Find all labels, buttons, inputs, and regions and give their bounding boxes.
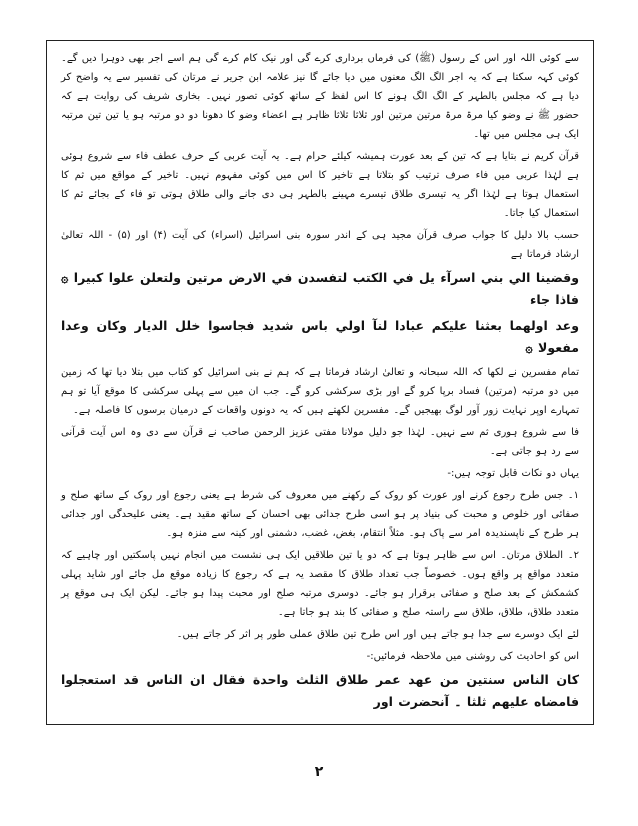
urdu-paragraph: حسب بالا دلیل کا جواب صرف قرآن مجید ہی کے اندر سورہ بنی اسرائیل (اسراء) کی آیت (۴) اور (۵) - اللہ تعالیٰ ارشاد فرماتا ہے — [61, 230, 579, 260]
page-frame — [46, 40, 594, 725]
urdu-paragraph: سے کوئی اللہ اور اس کے رسول (ﷺ) کی فرماں برداری کرے گی اور نیک کام کرے گی ہم اسے اجر بھی دوہرا دیں گے۔ کوئی کہہ سکتا ہے کہ یہ اجر الگ الگ معنوں میں دیا جائے گا نیز علامہ ابن جریر نے مرتان کی تفسیر سے یہ واضح کر دیا ہے کہ مجلس بالطہر کے الگ الگ ہونے کا اس لفظ کے ساتھ کوئی تصور نہیں۔ بخاری شریف کی روایت ہے کہ حضور ﷺ نے وضو کیا مرۃ مرۃ مرتین مرتین اور ثلاثا ثلاثا ظاہر ہے اعضاء وضو کا دھونا دو دو مرتبہ ہو یا تین تین مرتبہ ایک ہی مجلس میں تھا۔ — [61, 53, 579, 140]
arabic-verse: كان الناس سنتين من عهد عمر طلاق الثلث واحدة فقال ان الناس قد استعجلوا فامضاه عليهم ثلثا ۔ آنحضرت اور — [61, 672, 579, 709]
urdu-paragraph: فا سے شروع ہوری ثم سے نہیں۔ لہٰذا جو دلیل مولانا مفتی عزیز الرحمن صاحب نے قرآن سے دی وہ اس آیت قرآنی سے رد ہو جاتی ہے۔ — [61, 427, 579, 457]
page-number: ۲ — [314, 764, 324, 780]
page-content — [61, 49, 579, 713]
urdu-paragraph: یہاں دو نکات قابل توجہ ہیں:- — [447, 468, 579, 479]
urdu-paragraph: اس کو احادیث کی روشنی میں ملاحظہ فرمائیں:- — [366, 651, 579, 662]
urdu-paragraph: لئے ایک دوسرے سے جدا ہو جاتے ہیں اور اس طرح تین طلاق عملی طور پر اثر کر جاتے ہیں۔ — [176, 629, 579, 640]
urdu-paragraph: قرآن کریم نے بتایا ہے کہ تین کے بعد عورت ہمیشہ کیلئے حرام ہے۔ یہ آیت عربی کے حرف عطف فاء سے شروع ہوئی ہے لہٰذا عربی میں فاء صرف ترتیب کو بتلاتا ہے تاخیر کا اس میں کوئی مفہوم نہیں۔ تاخیر کے مواقع میں ثم کا استعمال ہوتا ہے لہٰذا اگر یہ تیسری طلاق تیسرے مہینے بالطہر ہی دی جانے والی طلاق ہوتی تو فاء کے بجائے ثم کا استعمال کیا جاتا۔ — [61, 151, 579, 219]
urdu-paragraph: ۲۔ الطلاق مرتان۔ اس سے ظاہر ہوتا ہے کہ دو یا تین طلاقیں ایک ہی نشست میں انجام نہیں پاسکتیں اور چاہیے کہ متعدد مواقع پر واقع ہوں۔ خصوصاً جب تعداد طلاق کا مقصد یہ ہے کہ رجوع کا زیادہ موقع مل جائے اور شاید پہلی کشمکش کے بعد صلح و صفائی برقرار ہو جائے۔ دوسری مرتبہ صلح اور محبت پیدا ہو جائے۔ لیکن ایک ہی موقع پر متعدد طلاق، طلاق، طلاق سے راستہ صلح و صفائی کا بند ہو جاتا ہے۔ — [61, 550, 579, 618]
urdu-paragraph: ۱۔ جس طرح رجوع کرنے اور عورت کو روک کے رکھنے میں معروف کی شرط ہے یعنی رجوع اور روک کے ساتھ صلح و صفائی اور خلوص و محبت کی بنیاد پر ہو اسی طرح جدائی بھی احسان کے ساتھ مقید ہے۔ یعنی علیحدگی اور جدائی ہر طرح کے ناپسندیدہ امر سے پاک ہو۔ مثلاً انتقام، بغض، غضب، دشمنی اور کینہ سے منزہ ہو۔ — [61, 490, 579, 539]
urdu-paragraph: تمام مفسرین نے لکھا کہ اللہ سبحانہ و تعالیٰ ارشاد فرماتا ہے کہ ہم نے بنی اسرائیل کو کتاب میں بتلا دیا تھا کہ زمین میں دو مرتبہ (مرتین) فساد برپا کرو گے اور بڑی سرکشی کرو گے۔ جب ان میں سے پہلی سرکشی کا موقع آیا تو ہم تمہارے اوپر نہایت زور آور لوگ بھیجیں گے۔ مفسرین لکھتے ہیں کہ یہ دونوں واقعات کے درمیان برسوں کا فاصلہ ہے۔ — [61, 367, 579, 416]
arabic-verse: وقضينا الي بني اسرآء يل في الكتب لتفسدن في الارض مرتين ولتعلن علوا كبيرا ۞ فاذا جاء — [61, 270, 579, 307]
arabic-verse: وعد اولهما بعثنا عليكم عبادا لنآ اولي باس شديد فجاسوا خلل الديار وكان وعدا مفعولا ۞ — [61, 318, 579, 355]
